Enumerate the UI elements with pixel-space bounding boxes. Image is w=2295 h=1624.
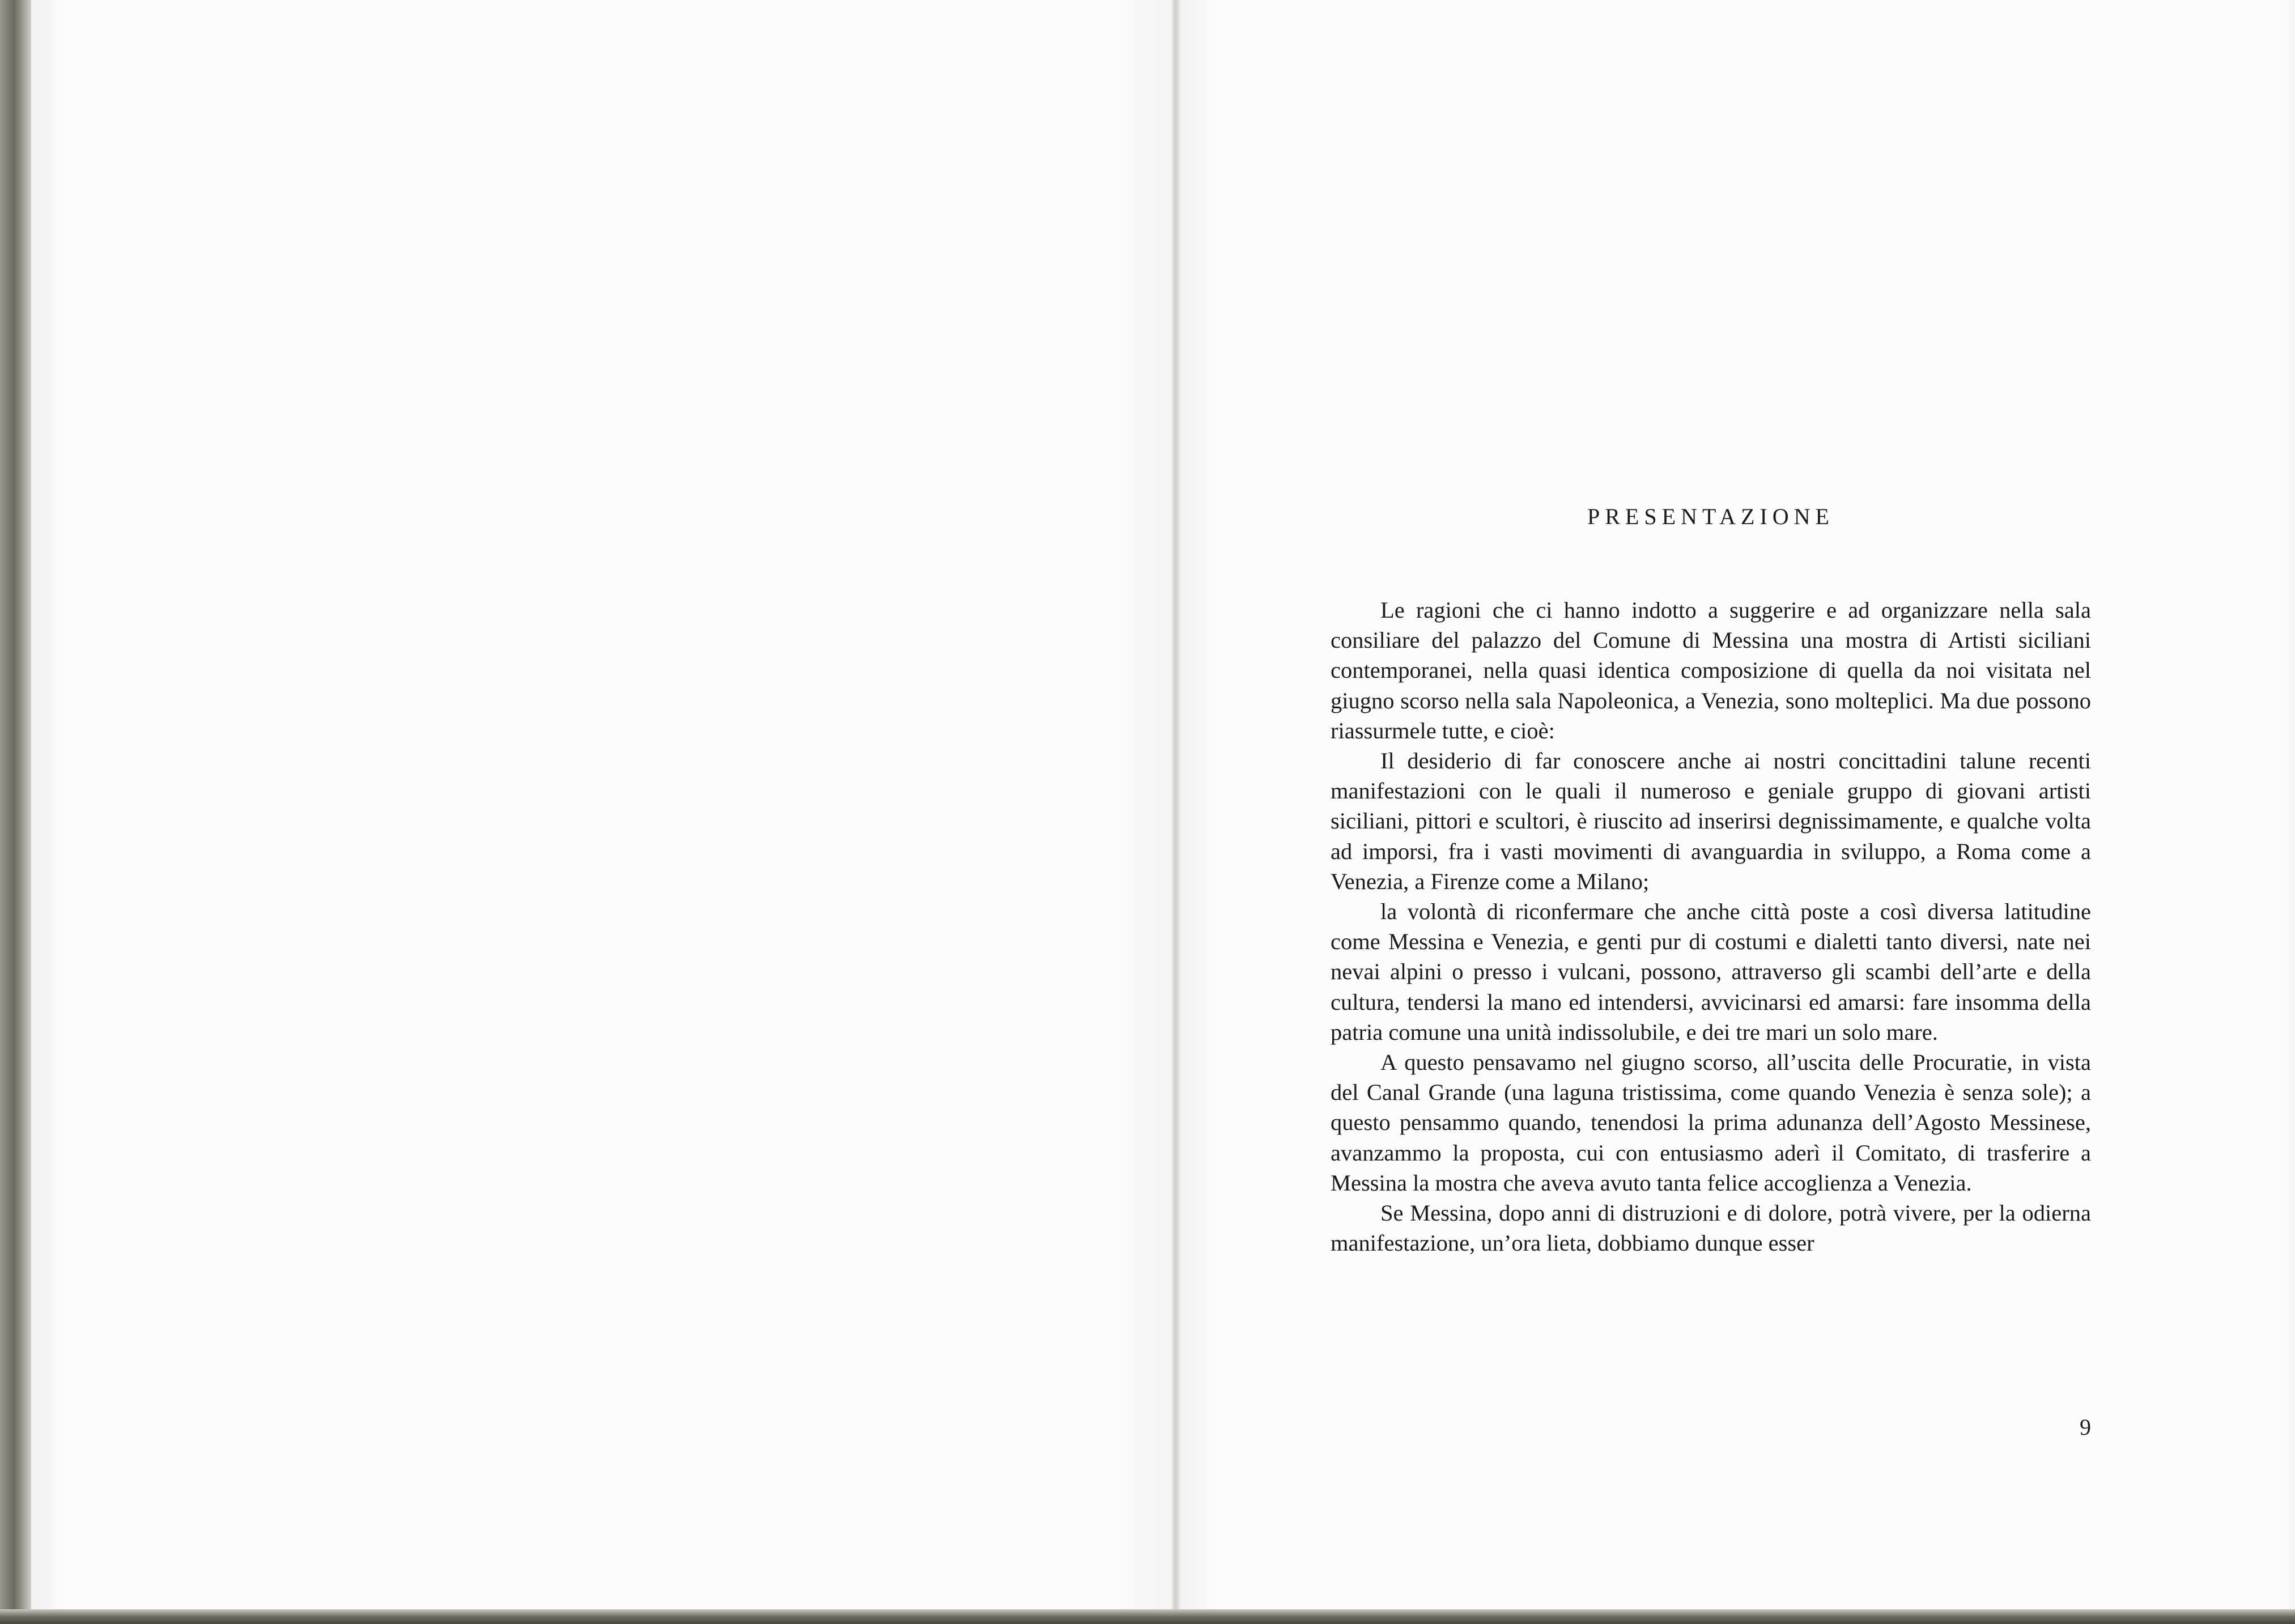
page-heading: PRESENTAZIONE — [1587, 504, 1834, 529]
paragraph-2: Il desiderio di far conoscere anche ai nostri concittadini talune recenti manifestazioni con le quali il numeroso e geniale gruppo di giovani artisti siciliani, pittori e scultori, è riuscito ad inserirsi degnissimamente, e qualche volta ad imporsi, fra i vasti movimenti di avanguardia in sviluppo, a Roma come a Venezia, a Firenze come a Milano; — [1331, 748, 2091, 894]
left-page-blank — [31, 0, 1176, 1609]
bottom-cover-edge — [0, 1609, 2295, 1624]
paragraph-5: Se Messina, dopo anni di distruzioni e di dolore, potrà vivere, per la odierna manifestazione, un’ora lieta, dobbiamo dunque esser — [1331, 1200, 2091, 1256]
book-gutter — [1172, 0, 1180, 1609]
paragraph-1: Le ragioni che ci hanno indotto a suggerire e ad organizzare nella sala consiliare del palazzo del Comune di Messina una mostra di Artisti siciliani contemporanei, nella quasi identica composizione di quella da noi visitata nel giugno scorso nella sala Napoleonica, a Venezia, sono molteplici. Ma due possono riassurmele tutte, e cioè: — [1331, 597, 2091, 743]
paragraph-3: la volontà di riconfermare che anche città poste a così diversa latitudine come Messina e Venezia, e genti pur di costumi e dialetti tanto diversi, nate nei nevai alpini o presso i vulcani, possono, attraverso gli scambi dell’arte e della cultura, tendersi la mano ed intendersi, avvicinarsi ed amarsi: fare insomma della patria comune una unità indissolubile, e dei tre mari un solo mare. — [1331, 899, 2091, 1045]
left-cover-edge — [0, 0, 31, 1624]
paragraph-4: A questo pensavamo nel giugno scorso, all’uscita delle Procuratie, in vista del Canal Grande (una laguna tristissima, come quando Venezia è senza sole); a questo pensammo quando, tenendosi la prima adunanza dell’Agosto Messinese, avanzammo la proposta, cui con entusiasmo aderì il Comitato, di trasferire a Messina la mostra che aveva avuto tanta felice accoglienza a Venezia. — [1331, 1049, 2091, 1196]
body-text — [1331, 595, 2091, 1258]
page-number: 9 — [2080, 1414, 2091, 1440]
